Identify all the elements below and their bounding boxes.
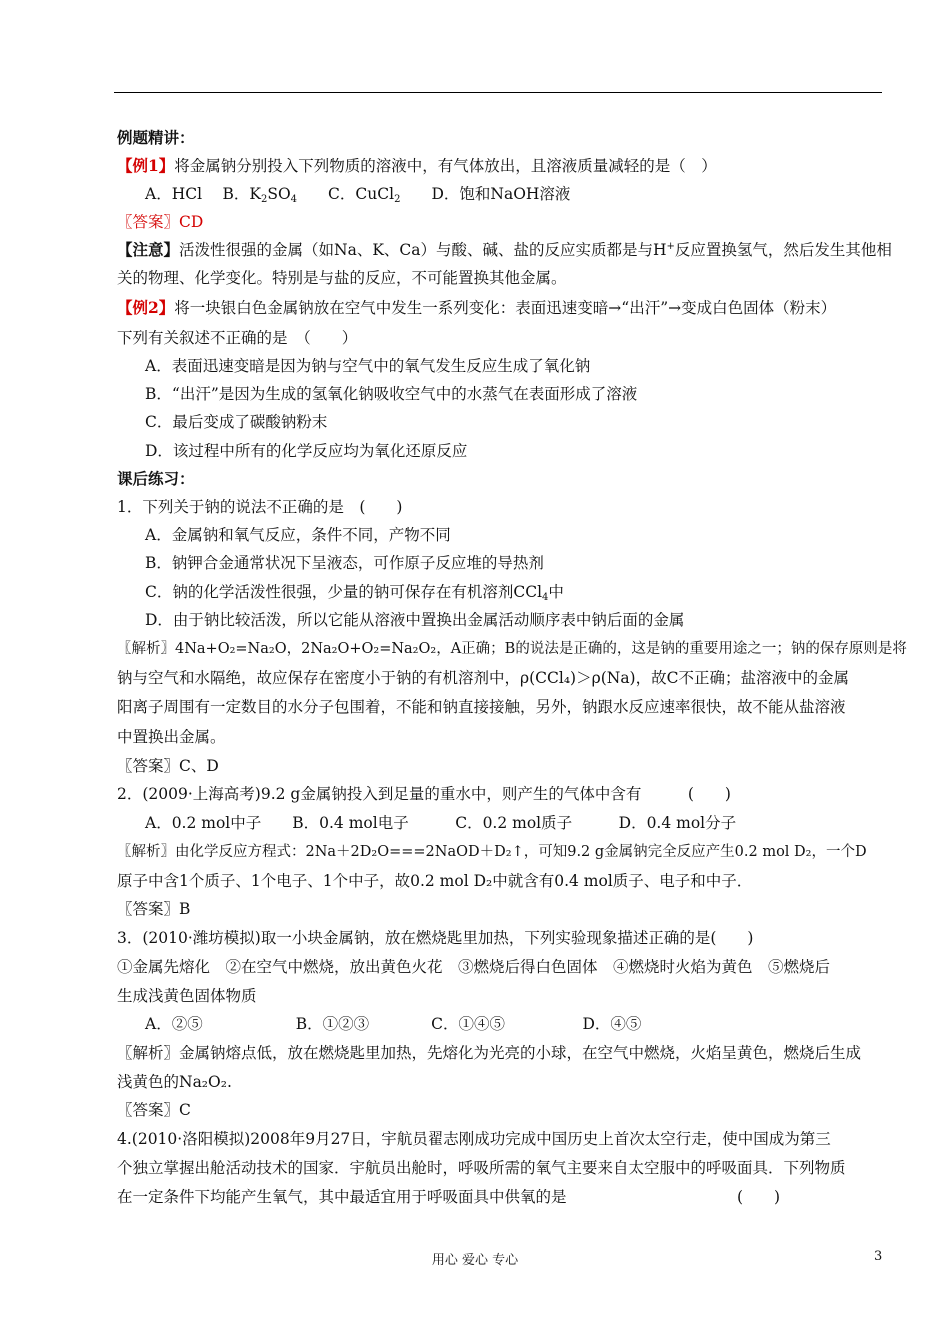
q2-explanation-line-1: 〖解析〗由化学反应方程式：2Na＋2D₂O===2NaOD＋D₂↑，可知9.2 g金属钠完全反应产生0.2 mol D₂，一个D: [117, 844, 867, 860]
option-d: D．饱和NaOH溶液: [431, 185, 571, 203]
q3-explanation-line-2: 浅黄色的Na₂O₂.: [117, 1073, 232, 1091]
section-heading-examples: 例题精讲：: [117, 128, 195, 147]
example-1-text: 将金属钠分别投入下列物质的溶液中，有气体放出，且溶液质量减轻的是（ ）: [174, 157, 717, 175]
example-2-option-d: D．该过程中所有的化学反应均为氧化还原反应: [145, 442, 468, 460]
q4-line-2: 个独立掌握出舱活动技术的国家．宇航员出舱时，呼吸所需的氧气主要来自太空服中的呼吸面具．下列物质: [117, 1159, 846, 1177]
option-a: A．HCl: [145, 185, 203, 203]
q1-answer: 〖答案〗C、D: [117, 757, 219, 775]
q2-answer: 〖答案〗B: [117, 900, 191, 918]
q4-line-3: 在一定条件下均能产生氧气，其中最适宜用于呼吸面具中供氧的是 ( ): [117, 1188, 781, 1206]
q3-stem: 3．(2010·潍坊模拟)取一小块金属钠，放在燃烧匙里加热，下列实验现象描述正确的是( ): [117, 929, 754, 947]
q1-option-a: A．金属钠和氧气反应，条件不同，产物不同: [145, 526, 451, 544]
example-2-tag: 【例2】: [117, 298, 175, 317]
note-line-2: 关的物理、化学变化。特别是与盐的反应，不可能置换其他金属。: [117, 269, 567, 287]
example-2-option-c: C．最后变成了碳酸钠粉末: [145, 413, 328, 431]
note-tag: 【注意】: [117, 240, 180, 259]
q3-items-line-2: 生成浅黄色固体物质: [117, 987, 257, 1005]
example-1-answer: 〖答案〗CD: [117, 213, 204, 231]
q1-stem: 1．下列关于钠的说法不正确的是 ( ): [117, 498, 403, 516]
q3-answer: 〖答案〗C: [117, 1101, 191, 1119]
q3-explanation-line-1: 〖解析〗金属钠熔点低，放在燃烧匙里加热，先熔化为光亮的小球，在空气中燃烧，火焰呈黄色，燃烧后生成: [117, 1044, 862, 1062]
q1-explanation-line-4: 中置换出金属。: [117, 728, 226, 746]
page-footer: 用心 爱心 专心: [431, 1253, 519, 1268]
example-2-line-1: 【例2】将一块银白色金属钠放在空气中发生一系列变化：表面迅速变暗→“出汗”→变成白色固体（粉末）: [117, 298, 837, 317]
q1-explanation-line-3: 阳离子周围有一定数目的水分子包围着，不能和钠直接接触，另外，钠跟水反应速率很快，故不能从盐溶液: [117, 698, 846, 716]
option-b: B．$K_2SO_4$: [222, 185, 298, 205]
q1-option-c: C．钠的化学活泼性很强，少量的钠可保存在有机溶剂CCl$_4$中: [145, 583, 564, 603]
section-heading-exercises: 课后练习：: [117, 469, 195, 488]
q1-explanation-line-2: 钠与空气和水隔绝，故应保存在密度小于钠的有机溶剂中，ρ(CCl₄)＞ρ(Na)，故C不正确；盐溶液中的金属: [117, 669, 849, 687]
page-number: 3: [874, 1249, 883, 1264]
q2-options: A．0.2 mol中子 B．0.4 mol电子 C．0.2 mol质子 D．0.4 mol分子: [145, 814, 737, 832]
q1-explanation-line-1: 〖解析〗4Na+O₂=Na₂O，2Na₂O+O₂=Na₂O₂，A正确；B的说法是正确的，这是钠的重要用途之一；钠的保存原则是将: [117, 641, 907, 657]
q2-explanation-line-2: 原子中含1个质子、1个电子、1个中子，故0.2 mol D₂中就含有0.4 mol质子、电子和中子．: [117, 872, 753, 890]
q1-option-d: D．由于钠比较活泼，所以它能从溶液中置换出金属活动顺序表中钠后面的金属: [145, 611, 685, 629]
example-1-question: [117, 156, 717, 176]
example-1-tag: 【例1】: [117, 156, 175, 175]
example-2-option-a: A．表面迅速变暗是因为钠与空气中的氧气发生反应生成了氧化钠: [145, 357, 591, 375]
q2-stem: 2．(2009·上海高考)9.2 g金属钠投入到足量的重水中，则产生的气体中含有 ( ): [117, 785, 731, 803]
header-rule: [114, 92, 882, 93]
option-c: C．CuCl$_2$: [328, 185, 401, 205]
example-2-line-2: 下列有关叙述不正确的是 （ ）: [117, 329, 358, 347]
q3-options: A．②⑤ B．①②③ C．①④⑤ D．④⑤: [145, 1015, 642, 1033]
q4-line-1: 4.(2010·洛阳模拟)2008年9月27日，宇航员翟志刚成功完成中国历史上首次太空行走，使中国成为第三: [117, 1130, 831, 1148]
q3-items-line-1: ①金属先熔化 ②在空气中燃烧，放出黄色火花 ③燃烧后得白色固体 ④燃烧时火焰为黄色 ⑤燃烧后: [117, 958, 831, 976]
example-1-options: [145, 184, 570, 204]
q1-option-b: B．钠钾合金通常状况下呈液态，可作原子反应堆的导热剂: [145, 554, 544, 572]
example-2-option-b: B．“出汗”是因为生成的氢氧化钠吸收空气中的水蒸气在表面形成了溶液: [145, 385, 638, 403]
note-line-1: 【注意】活泼性很强的金属（如Na、K、Ca）与酸、碱、盐的反应实质都是与H+反应置换氢气，然后发生其他相: [117, 240, 892, 259]
